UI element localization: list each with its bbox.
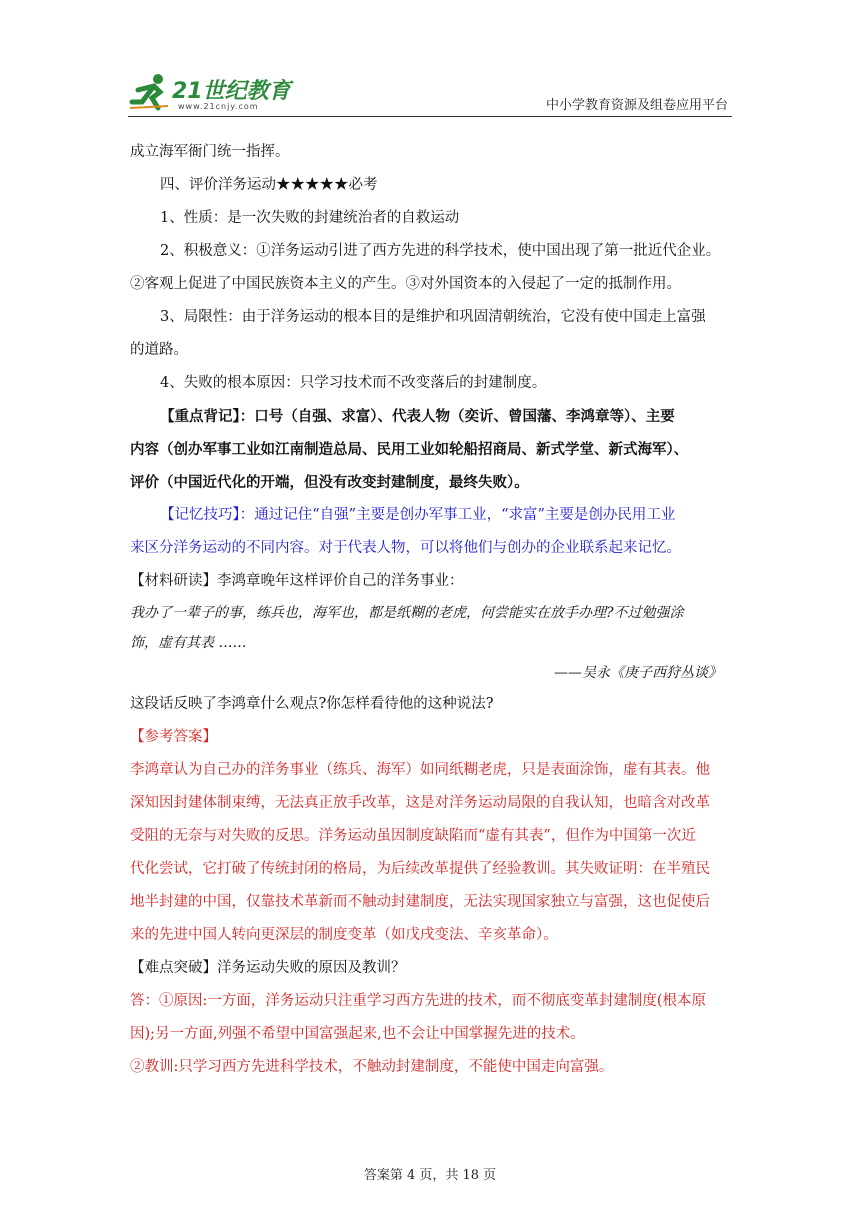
logo-url: www.21cnjy.com <box>178 102 259 111</box>
text-line: 成立海军衙门统一指挥。 <box>130 144 290 160</box>
material-reading-title: 【材料研读】李鸿章晚年这样评价自己的洋务事业： <box>130 573 464 589</box>
difficulty-title: 【难点突破】洋务运动失败的原因及教训？ <box>130 960 406 976</box>
answer-line: 受阻的无奈与对失败的反思。洋务运动虽因制度缺陷而“虚有其表”，但作为中国第一次近 <box>130 828 696 844</box>
difficulty-answer-line: 答：①原因:一方面，洋务运动只注重学习西方先进的技术，而不彻底变革封建制度(根本原 <box>130 993 707 1009</box>
quote-line: 饰，虚有其表 …… <box>130 635 247 651</box>
answer-line: 深知因封建体制束缚，无法真正放手改革，这是对洋务运动局限的自我认知，也暗含对改革 <box>130 795 710 811</box>
text-line: 1、性质：是一次失败的封建统治者的自救运动 <box>160 210 460 226</box>
answer-line: 代化尝试，它打破了传统封闭的格局，为后续改革提供了经验教训。其失败证明：在半殖民 <box>130 861 710 877</box>
page-footer: 答案第 4 页，共 18 页 <box>363 1168 497 1183</box>
answer-title: 【参考答案】 <box>130 729 217 745</box>
difficulty-answer-line: ②教训:只学习西方先进科学技术，不触动封建制度，不能使中国走向富强。 <box>130 1059 614 1075</box>
text-line: ②客观上促进了中国民族资本主义的产生。③对外国资本的入侵起了一定的抵制作用。 <box>130 276 681 292</box>
text-line: 4、失败的根本原因：只学习技术而不改变落后的封建制度。 <box>160 375 547 391</box>
page-header <box>128 70 732 117</box>
text-line: 3、局限性：由于洋务运动的根本目的是维护和巩固清朝统治，它没有使中国走上富强 <box>160 309 706 325</box>
key-points-line: 内容（创办军事工业如江南制造总局、民用工业如轮船招商局、新式学堂、新式海军）、 <box>130 441 689 458</box>
quote-source: ——吴永《庚子西狩丛谈》 <box>554 665 722 681</box>
text-line: 的道路。 <box>130 342 188 358</box>
quote-line: 我办了一辈子的事，练兵也，海军也，都是纸糊的老虎，何尝能实在放手办理?不过勉强涂 <box>130 605 684 621</box>
platform-title: 中小学教育资源及组卷应用平台 <box>545 98 728 113</box>
section-heading: 四、评价洋务运动★★★★★必考 <box>160 177 378 193</box>
text-line: 2、积极意义：①洋务运动引进了西方先进的科学技术，使中国出现了第一批近代企业。 <box>160 243 721 259</box>
logo-text: 21世纪教育 <box>172 79 291 104</box>
memory-tip-line: 来区分洋务运动的不同内容。对于代表人物，可以将他们与创办的企业联系起来记忆。 <box>130 540 681 556</box>
key-points-line: 评价（中国近代化的开端，但没有改变封建制度，最终失败）。 <box>130 474 529 491</box>
answer-line: 地半封建的中国，仅靠技术革新而不触动封建制度，无法实现国家独立与富强，这也促使后 <box>130 894 710 910</box>
answer-line: 来的先进中国人转向更深层的制度变革（如戊戌变法、辛亥革命）。 <box>130 927 558 943</box>
answer-line: 李鸿章认为自己办的洋务事业（练兵、海军）如同纸糊老虎，只是表面涂饰，虚有其表。他 <box>130 762 710 778</box>
key-points-line: 【重点背记】：口号（自强、求富）、代表人物（奕䜣、曾国藩、李鸿章等）、主要 <box>160 408 675 425</box>
memory-tip-line: 【记忆技巧】：通过记住“自强”主要是创办军事工业，“求富”主要是创办民用工业 <box>160 507 676 523</box>
question-line: 这段话反映了李鸿章什么观点?你怎样看待他的这种说法? <box>130 696 494 712</box>
difficulty-answer-line: 因);另一方面,列强不希望中国富强起来,也不会让中国掌握先进的技术。 <box>130 1026 585 1042</box>
document-body <box>130 136 730 1084</box>
runner-icon <box>128 72 172 112</box>
site-logo <box>128 70 328 114</box>
